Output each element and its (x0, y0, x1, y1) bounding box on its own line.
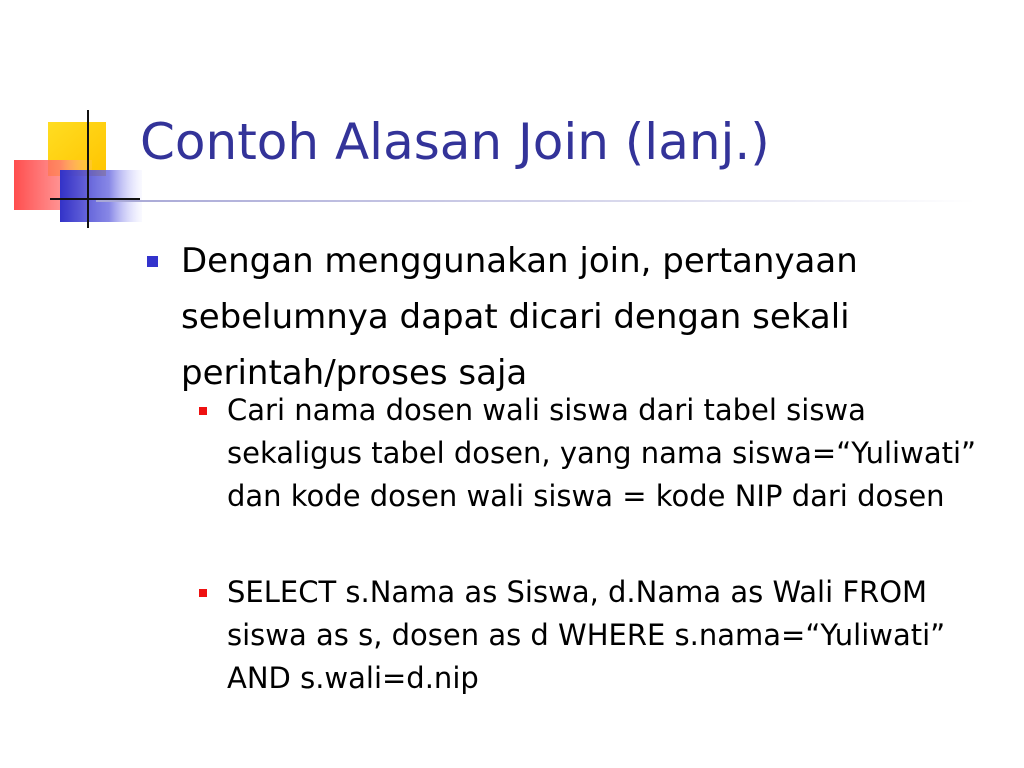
slide-title: Contoh Alasan Join (lanj.) (140, 113, 770, 171)
bullet-marker-level2 (199, 407, 207, 415)
decorative-squares-logo (0, 0, 150, 240)
bullet-level1-text: Dengan menggunakan join, pertanyaan sebelumnya dapat dicari dengan sekali perintah/proses saja (181, 241, 858, 393)
title-underline-divider (96, 200, 976, 202)
bullet-marker-level1 (147, 256, 158, 267)
sub-bullet-sql-text: SELECT s.Nama as Siswa, d.Nama as Wali FROM siswa as s, dosen as d WHERE s.nama=“Yuliwati” AND s.wali=d.nip (227, 575, 946, 695)
sub-bullet-text: Cari nama dosen wali siswa dari tabel siswa sekaligus tabel dosen, yang nama siswa=“Yuliwati” dan kode dosen wali siswa = kode NIP dari dosen (227, 393, 977, 513)
deco-blue-square (60, 170, 142, 222)
bullet-marker-level2 (199, 589, 207, 597)
